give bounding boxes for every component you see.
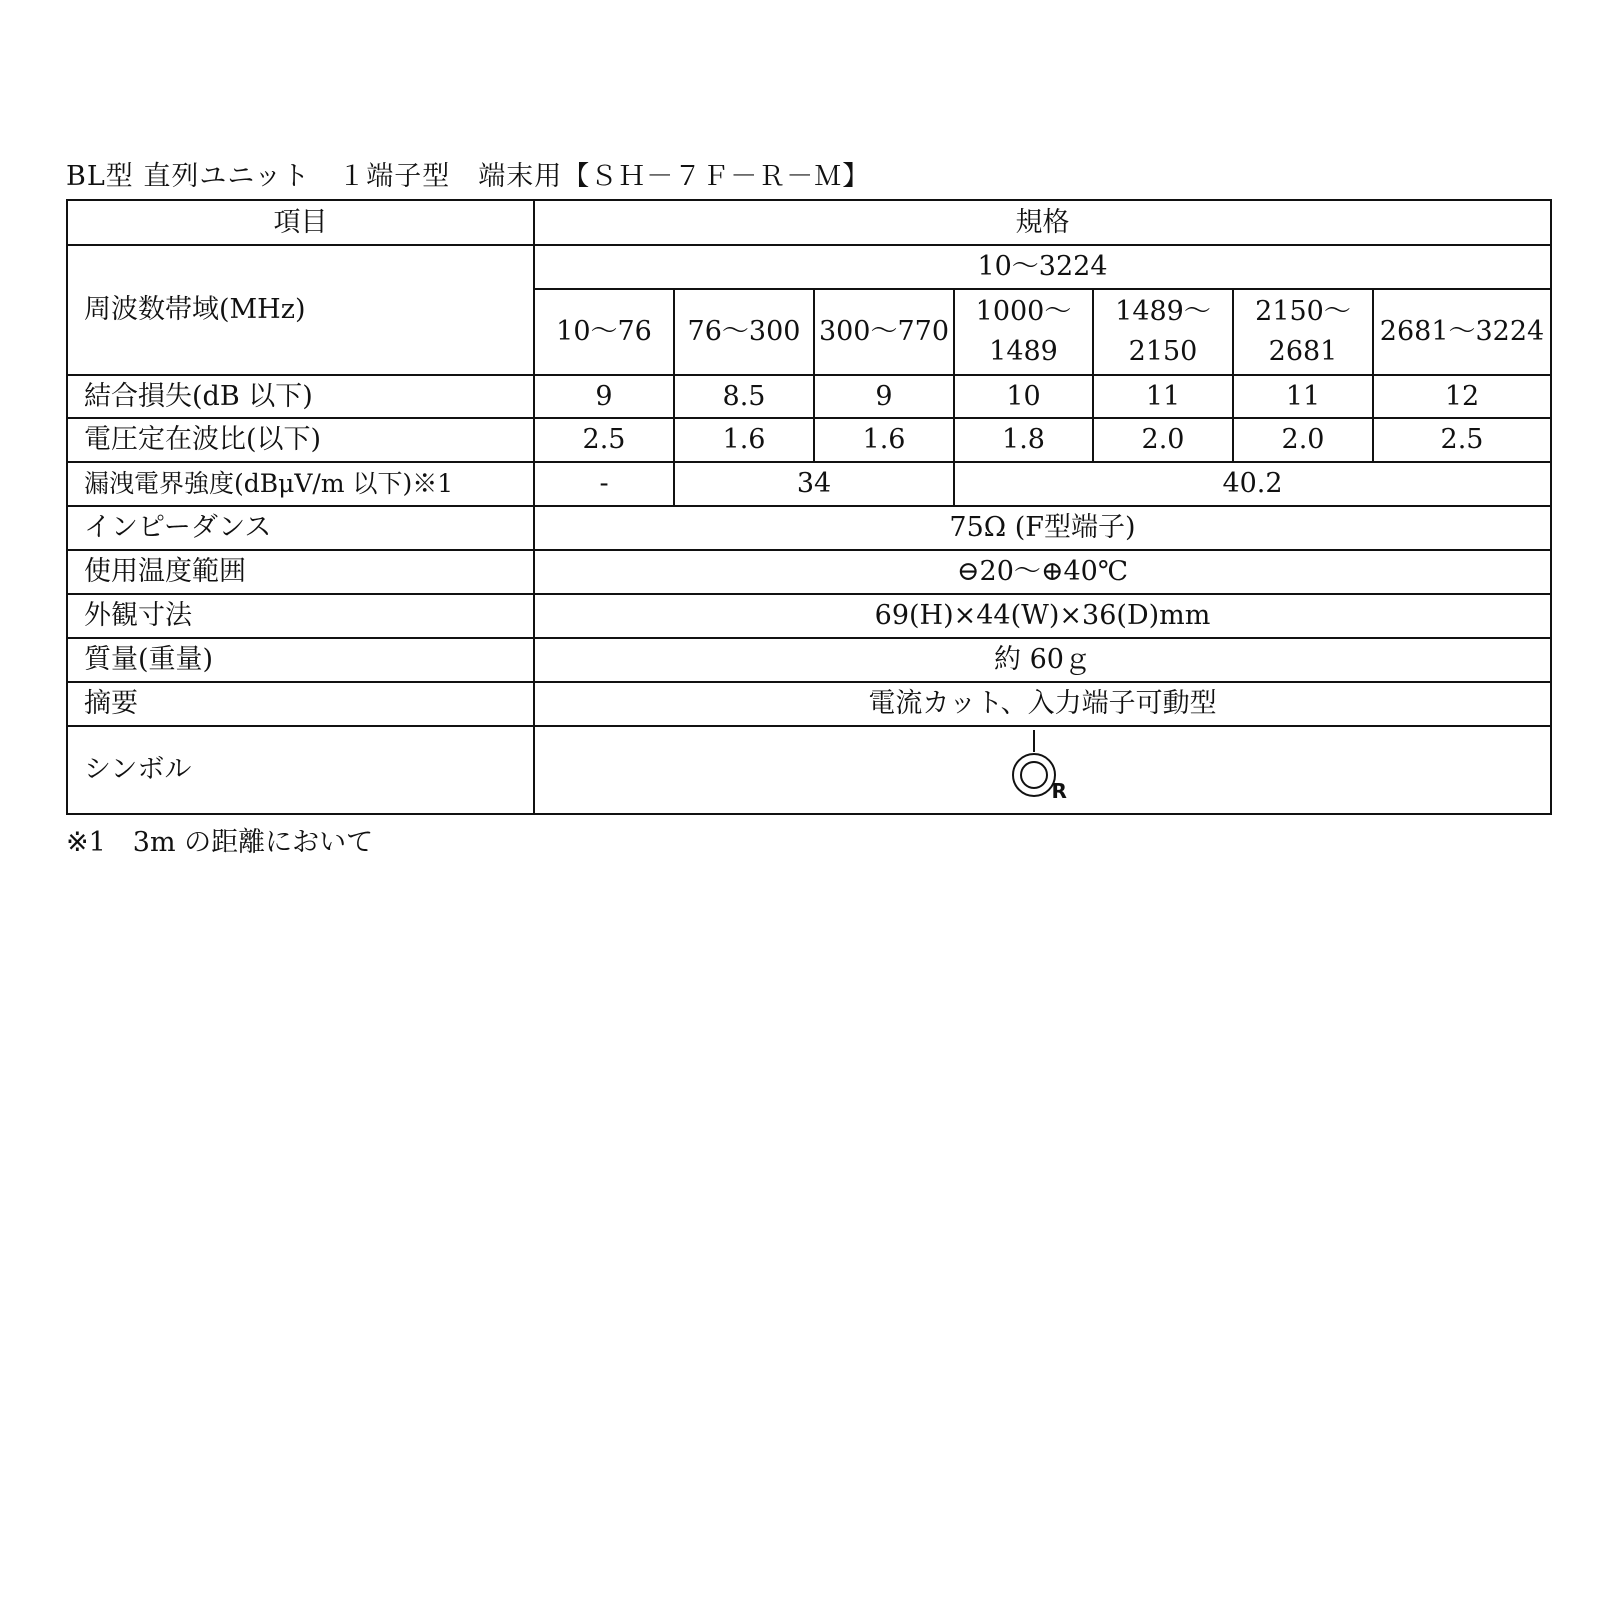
vswr-value: 2.0 (1093, 418, 1233, 462)
spec-table (66, 199, 1552, 815)
mass-label: 質量(重量) (67, 638, 534, 682)
band-cell: 300～770 (814, 289, 954, 375)
impedance-label: インピーダンス (67, 506, 534, 550)
vswr-value: 2.0 (1233, 418, 1373, 462)
leakage-label: 漏洩電界強度(dBμV/m 以下)※1 (67, 462, 534, 506)
band-cell: 10～76 (534, 289, 674, 375)
coupling-loss-label: 結合損失(dB 以下) (67, 375, 534, 418)
band-cell: 2681～3224 (1373, 289, 1551, 375)
coupling-loss-value: 8.5 (674, 375, 814, 418)
band-cell: 2150～2681 (1233, 289, 1373, 375)
impedance-value: 75Ω (F型端子) (534, 506, 1551, 550)
coupling-loss-value: 10 (954, 375, 1093, 418)
vswr-value: 1.6 (674, 418, 814, 462)
header-item: 項目 (67, 200, 534, 245)
coupling-loss-value: 11 (1093, 375, 1233, 418)
mass-value: 約 60ｇ (534, 638, 1551, 682)
frequency-row (67, 245, 1551, 289)
footnote: ※1 3m の距離において (66, 827, 374, 858)
band-cell: 1000～1489 (954, 289, 1093, 375)
temperature-value: ⊖20～⊕40℃ (534, 550, 1551, 594)
dimensions-label: 外観寸法 (67, 594, 534, 638)
summary-value: 電流カット、入力端子可動型 (534, 682, 1551, 726)
symbol-graphic (1008, 730, 1078, 810)
symbol-label: シンボル (67, 726, 534, 814)
concentric-circle-symbol-icon (1008, 730, 1078, 810)
leakage-value: 34 (674, 462, 954, 506)
summary-row (67, 682, 1551, 726)
leakage-value: - (534, 462, 674, 506)
summary-label: 摘要 (67, 682, 534, 726)
temperature-label: 使用温度範囲 (67, 550, 534, 594)
coupling-loss-value: 12 (1373, 375, 1551, 418)
frequency-label: 周波数帯域(MHz) (67, 245, 534, 375)
mass-row (67, 638, 1551, 682)
symbol-cell (534, 726, 1551, 814)
symbol-row (67, 726, 1551, 814)
coupling-loss-value: 9 (814, 375, 954, 418)
document-title: BL型 直列ユニット １端子型 端末用【ＳＨ－７Ｆ－Ｒ－Ｍ】 (66, 161, 871, 192)
vswr-label: 電圧定在波比(以下) (67, 418, 534, 462)
dimensions-row (67, 594, 1551, 638)
coupling-loss-row (67, 375, 1551, 418)
frequency-overall: 10～3224 (534, 245, 1551, 289)
band-cell: 1489～2150 (1093, 289, 1233, 375)
table-header-row (67, 200, 1551, 245)
dimensions-value: 69(H)×44(W)×36(D)mm (534, 594, 1551, 638)
vswr-row (67, 418, 1551, 462)
vswr-value: 2.5 (1373, 418, 1551, 462)
vswr-value: 1.8 (954, 418, 1093, 462)
band-cell: 76～300 (674, 289, 814, 375)
coupling-loss-value: 9 (534, 375, 674, 418)
impedance-row (67, 506, 1551, 550)
symbol-letter: R (1051, 779, 1067, 803)
leakage-row (67, 462, 1551, 506)
temperature-row (67, 550, 1551, 594)
vswr-value: 1.6 (814, 418, 954, 462)
header-spec: 規格 (534, 200, 1551, 245)
leakage-value: 40.2 (954, 462, 1551, 506)
vswr-value: 2.5 (534, 418, 674, 462)
coupling-loss-value: 11 (1233, 375, 1373, 418)
